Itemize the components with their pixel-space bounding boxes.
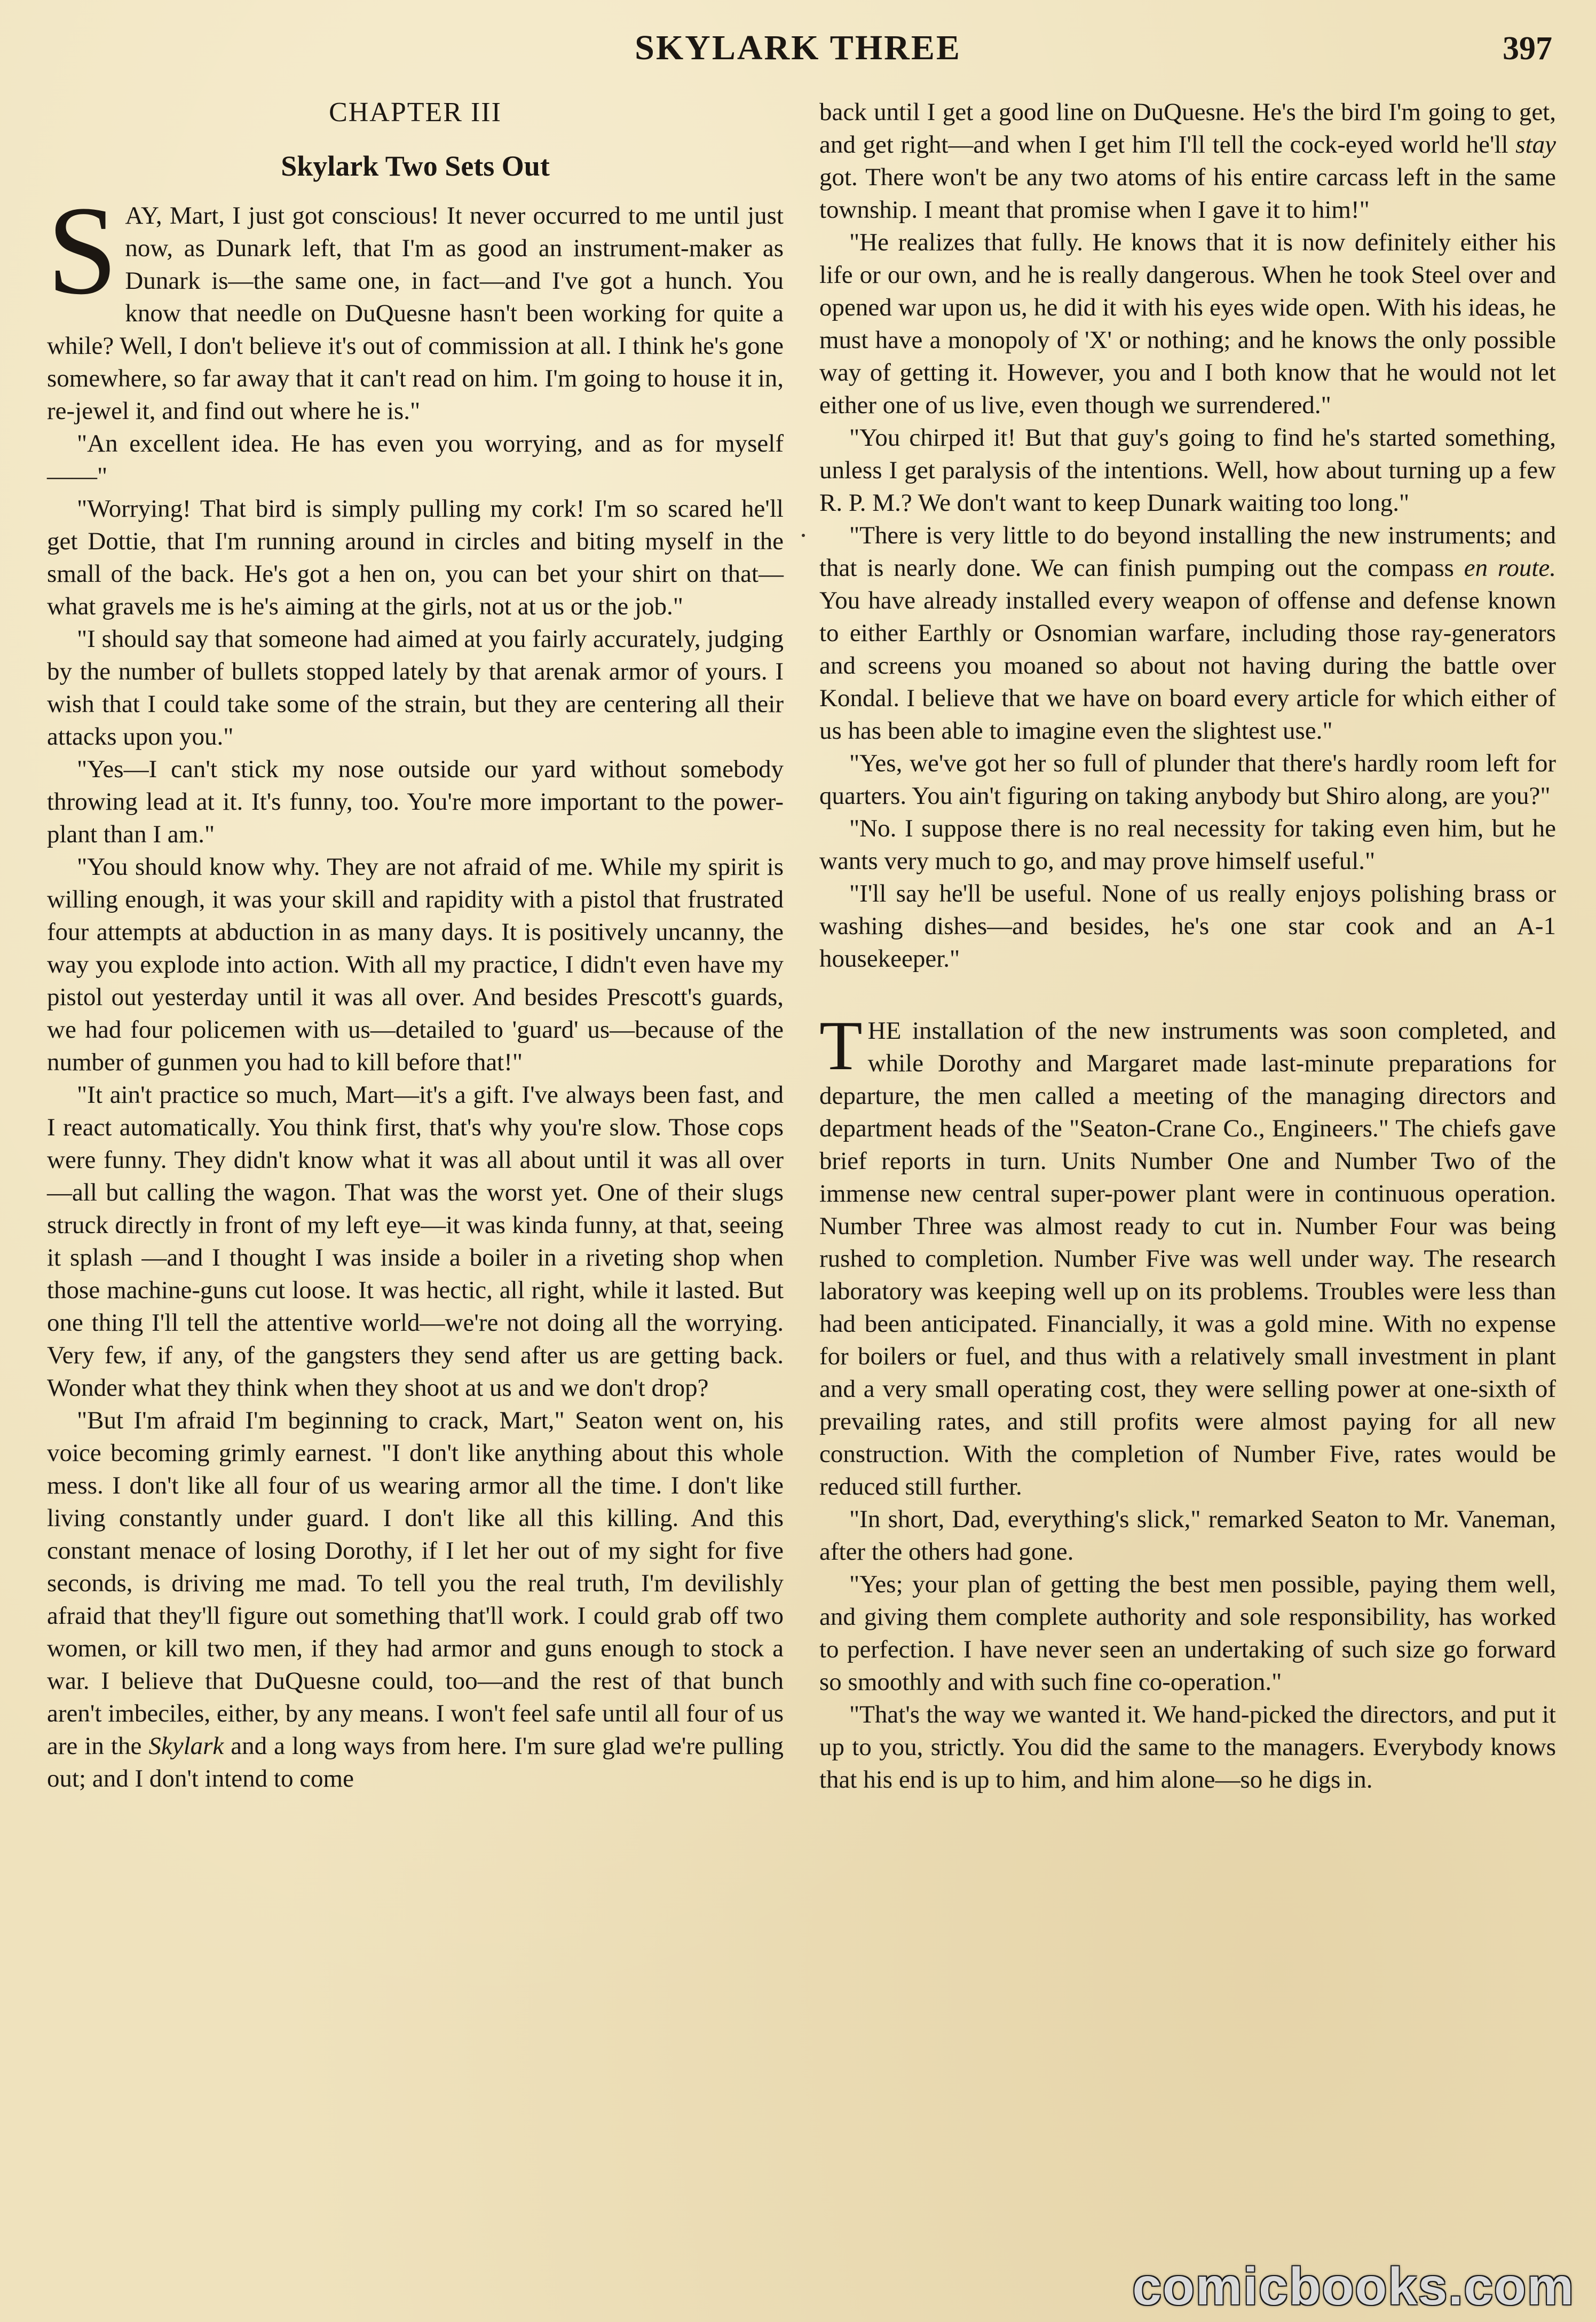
paragraph: "Yes, we've got her so full of plunder that there's hardly room left for quarters. You ain't figuring on taking anybody but Shiro along, are you?" [819, 749, 1556, 810]
drop-cap: S [47, 180, 118, 321]
paragraph-text: got. There won't be any two atoms of his entire carcass left in the same township. I meant that promise when I gave it to him!" [819, 163, 1556, 224]
left-column [47, 96, 784, 1795]
paragraph-text: HE installation of the new instruments was soon completed, and while Dorothy and Margaret made last-minute preparations for departure, the men called a meeting of the managing directors and department heads of the "Seaton-Crane Co., Engineers." The chiefs gave brief reports in turn. Units Number One and Number Two of the immense new central super-power plant were in continuous operation. Number Three was almost ready to cut in. Number Four was being rushed to completion. Number Five was well under way. The research laboratory was keeping well up on its problems. Troubles were less than had been anticipated. Financially, it was a gold mine. With no expense for boilers or fuel, and thus with a relatively small investment in plant and a very small operating cost, they were selling power at one-sixth of prevailing rates, and still profits were almost paying for all new construction. With the completion of Number Five, rates would be reduced still further. [819, 1017, 1556, 1500]
paragraph: "You chirped it! But that guy's going to find he's started something, unless I get paralysis of the intentions. Well, how about turning up a few R. P. M.? We don't want to keep Dunark waiting too long." [819, 424, 1556, 517]
emphasis: stay [1515, 131, 1557, 159]
ship-name: Skylark [148, 1732, 224, 1760]
paragraph: "In short, Dad, everything's slick," remarked Seaton to Mr. Vaneman, after the others had gone. [819, 1505, 1556, 1566]
emphasis: en route. [1464, 554, 1557, 582]
paragraph-text: "There is very little to do beyond installing the new instruments; and that is nearly done. We can finish pumping out the compass [819, 522, 1556, 582]
paragraph: "It ain't practice so much, Mart—it's a gift. I've always been fast, and I react automatically. You think first, that's why you're slow. Those cops were funny. They didn't know what it was all about until it was all over—all but calling the wagon. That was the worst yet. One of their slugs struck directly in front of my left eye—it was kinda funny, at that, seeing it splash —and I thought I was inside a boiler in a riveting shop when those machine-guns cut loose. It was hectic, all right, while it lasted. But one thing I'll tell the attentive world—we're not doing all the worrying. Very few, if any, of the gangsters they send after us are getting back. Wonder what they think when they shoot at us and we don't drop? [47, 1081, 784, 1402]
chapter-title: Skylark Two Sets Out [281, 150, 550, 182]
paragraph: "Yes—I can't stick my nose outside our yard without somebody throwing lead at it. It's funny, too. You're more important to the power-plant than I am." [47, 755, 784, 848]
column-mark [802, 534, 805, 537]
paragraph [819, 1006, 1556, 1503]
paragraph [819, 96, 1556, 226]
right-column [819, 96, 1556, 1796]
paragraph: "I'll say he'll be useful. None of us really enjoys polishing brass or washing dishes—and besides, he's one star cook and an A-1 housekeeper." [819, 880, 1556, 973]
paragraph [47, 180, 784, 428]
watermark: comicbooks.com [1132, 2257, 1575, 2316]
paragraph [47, 1404, 784, 1795]
chapter-number: CHAPTER III [329, 97, 502, 128]
running-title: SKYLARK THREE [635, 28, 961, 67]
running-head [0, 28, 1596, 70]
paragraph: "You should know why. They are not afraid of me. While my spirit is willing enough, it was your skill and rapidity with a pistol that frustrated four attempts at abduction in as many days. It is positively uncanny, the way you explode into action. With all my practice, I didn't even have my pistol out yesterday until it was all over. And besides Prescott's guards, we had four policemen with us—detailed to 'guard' us—because of the number of gunmen you had to kill before that!" [47, 853, 784, 1076]
paragraph: "That's the way we wanted it. We hand-picked the directors, and put it up to you, strictly. You did the same to the managers. Everybody knows that his end is up to him, and him alone—so he digs in. [819, 1701, 1556, 1794]
paragraph-text: AY, Mart, I just got conscious! It never occurred to me until just now, as Dunark left, that I'm as good an instrument-maker as Dunark is—the same one, in fact—and I've got a hunch. You know that needle on DuQuesne hasn't been working for quite a while? Well, I don't believe it's out of commission at all. I think he's gone somewhere, so far away that it can't read on him. I'm going to house it in, re-jewel it, and find out where he is." [47, 202, 784, 425]
paragraph: "No. I suppose there is no real necessity for taking even him, but he wants very much to go, and may prove himself useful." [819, 815, 1556, 875]
page-number: 397 [1503, 30, 1552, 67]
paragraph-text: back until I get a good line on DuQuesne. He's the bird I'm going to get, and get right—and when I get him I'll tell the cock-eyed world he'll [819, 98, 1556, 159]
paragraph [819, 519, 1556, 747]
section-break [819, 975, 1556, 1015]
paragraph-text: You have already installed every weapon of offense and defense known to either Earthly or Osnomian warfare, including those ray-generators and screens you moaned so about not having during the battle over Kondal. I believe that we have on board every article for which either of us has been able to imagine even the slightest use." [819, 587, 1556, 745]
paragraph: "Worrying! That bird is simply pulling my cork! I'm so scared he'll get Dottie, that I'm running around in circles and biting myself in the small of the back. He's got a hen on, you can bet your shirt on that—what gravels me is he's aiming at the girls, not at us or the job." [47, 495, 784, 620]
drop-cap: T [819, 1006, 863, 1085]
paragraph: "I should say that someone had aimed at you fairly accurately, judging by the number of bullets stopped lately by that arenak armor of yours. I wish that I could take some of the strain, but they are centering all their attacks upon you." [47, 625, 784, 751]
paragraph-text: and a long ways from here. I'm sure glad we're pulling out; and I don't intend to come [47, 1732, 784, 1792]
paragraph: "Yes; your plan of getting the best men possible, paying them well, and giving them complete authority and sole responsibility, has worked to perfection. I have never seen an undertaking of such size go forward so smoothly and with such fine co-operation." [819, 1570, 1556, 1696]
paragraph: "He realizes that fully. He knows that it is now definitely either his life or our own, and he is really dangerous. When he took Steel over and opened war upon us, he did it with his eyes wide open. With his ideas, he must have a monopoly of 'X' or nothing; and he knows the only possible way of getting it. However, you and I both know that he would not let either one of us live, even though we surrendered." [819, 228, 1556, 419]
paragraph: "An excellent idea. He has even you worrying, and as for myself——" [47, 430, 784, 490]
paragraph-text: "But I'm afraid I'm beginning to crack, Mart," Seaton went on, his voice becoming grimly earnest. "I don't like anything about this whole mess. I don't like all four of us wearing armor all the time. I don't like living constantly under guard. I don't like all this killing. And this constant menace of losing Dorothy, if I let her out of my sight for five seconds, is driving me mad. To tell you the real truth, I'm devilishly afraid that they'll figure out something that'll work. I could grab off two women, or kill two men, if they had armor and guns enough to stock a war. I believe that DuQuesne could, too—and the rest of that bunch aren't imbeciles, either, by any means. I won't feel safe until all four of us are in the [47, 1407, 784, 1760]
